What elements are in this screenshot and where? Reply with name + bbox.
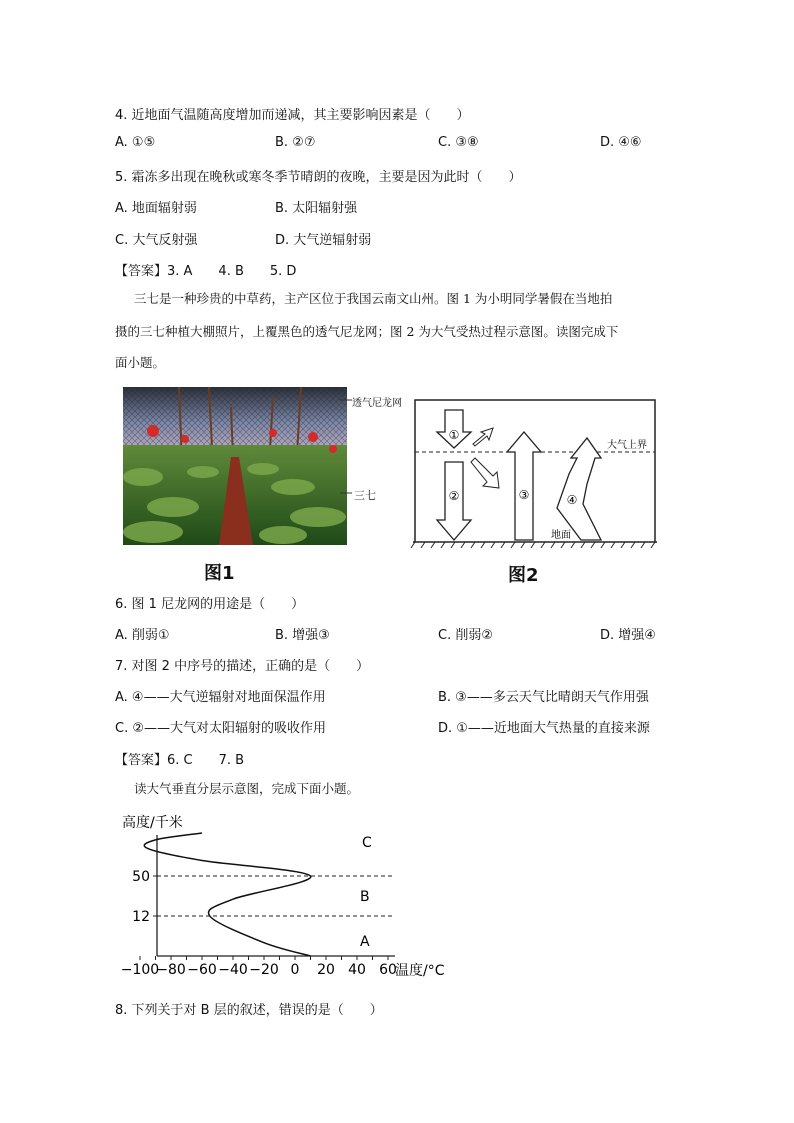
q4-option-c: C. ③⑧ [438,135,479,150]
atmosphere-heating-diagram [405,392,665,552]
greenhouse-photo [123,387,347,545]
question-6-stem: 6. 图 1 尼龙网的用途是（ ） [115,597,305,612]
x-tick-label: −20 [249,962,279,978]
passage-2: 读大气垂直分层示意图，完成下面小题。 [134,781,360,796]
q4-option-b: B. ②⑦ [275,135,316,150]
q7-option-b: B. ③——多云天气比晴朗天气作用强 [438,690,649,705]
figure-1-caption: 图1 [204,563,235,584]
answer-block-2: 【答案】6. C 7. B [115,753,245,768]
y-tick-label: 12 [132,909,150,925]
label-sanqi-plant: 三七 [354,489,376,502]
q5-option-b: B. 太阳辐射强 [275,201,358,216]
atmosphere-layer-chart [110,805,450,985]
chart-x-label: 温度/°C [395,963,445,979]
q5-option-a: A. 地面辐射弱 [115,201,197,216]
label-nylon-net: 透气尼龙网 [352,398,402,409]
x-tick-label: 60 [379,962,397,978]
q6-option-b: B. 增强③ [275,628,330,643]
arrow-label-1: ① [448,428,460,442]
arrow-label-3: ③ [518,488,530,502]
temperature-curve [144,833,310,956]
layer-label-b: B [360,889,370,905]
x-tick-label: −80 [156,962,186,978]
passage-1-line-1: 三七是一种珍贵的中草药，主产区位于我国云南文山州。图 1 为小明同学暑假在当地拍 [134,291,613,306]
question-5-stem: 5. 霜冻多出现在晚秋或寒冬季节晴朗的夜晚，主要是因为此时（ ） [115,170,522,185]
x-tick-label: −40 [218,962,248,978]
x-tick-label: −100 [120,962,160,978]
q7-option-d: D. ①——近地面大气热量的直接来源 [438,721,650,736]
q5-option-c: C. 大气反射强 [115,233,198,248]
q6-option-c: C. 削弱② [438,628,493,643]
q6-option-d: D. 增强④ [600,628,656,643]
y-tick-label: 50 [132,869,150,885]
arrow-label-4: ④ [566,493,578,507]
answer-block-1: 【答案】3. A 4. B 5. D [115,264,297,279]
layer-label-a: A [360,934,370,950]
layer-label-c: C [362,835,372,851]
q4-option-a: A. ①⑤ [115,135,156,150]
question-4-stem: 4. 近地面气温随高度增加而递减，其主要影响因素是（ ） [115,108,470,123]
passage-1-line-3: 面小题。 [115,355,166,370]
figure-2-caption: 图2 [508,565,539,586]
q6-option-a: A. 削弱① [115,628,170,643]
question-7-stem: 7. 对图 2 中序号的描述，正确的是（ ） [115,659,370,674]
arrow-label-2: ② [448,489,460,503]
label-top-of-atmosphere: 大气上界 [607,440,647,451]
x-tick-label: 0 [290,962,300,978]
chart-y-label: 高度/千米 [122,815,183,831]
q5-option-d: D. 大气逆辐射弱 [275,233,372,248]
q4-option-d: D. ④⑥ [600,135,642,150]
x-tick-label: 40 [348,962,366,978]
x-tick-label: −60 [187,962,217,978]
question-8-stem: 8. 下列关于对 B 层的叙述，错误的是（ ） [115,1003,383,1018]
q7-option-a: A. ④——大气逆辐射对地面保温作用 [115,690,326,705]
label-ground: 地面 [551,530,571,541]
passage-1-line-2: 摄的三七种植大棚照片，上覆黑色的透气尼龙网；图 2 为大气受热过程示意图。读图完成下 [115,324,619,339]
x-tick-label: 20 [317,962,335,978]
q7-option-c: C. ②——大气对太阳辐射的吸收作用 [115,721,326,736]
